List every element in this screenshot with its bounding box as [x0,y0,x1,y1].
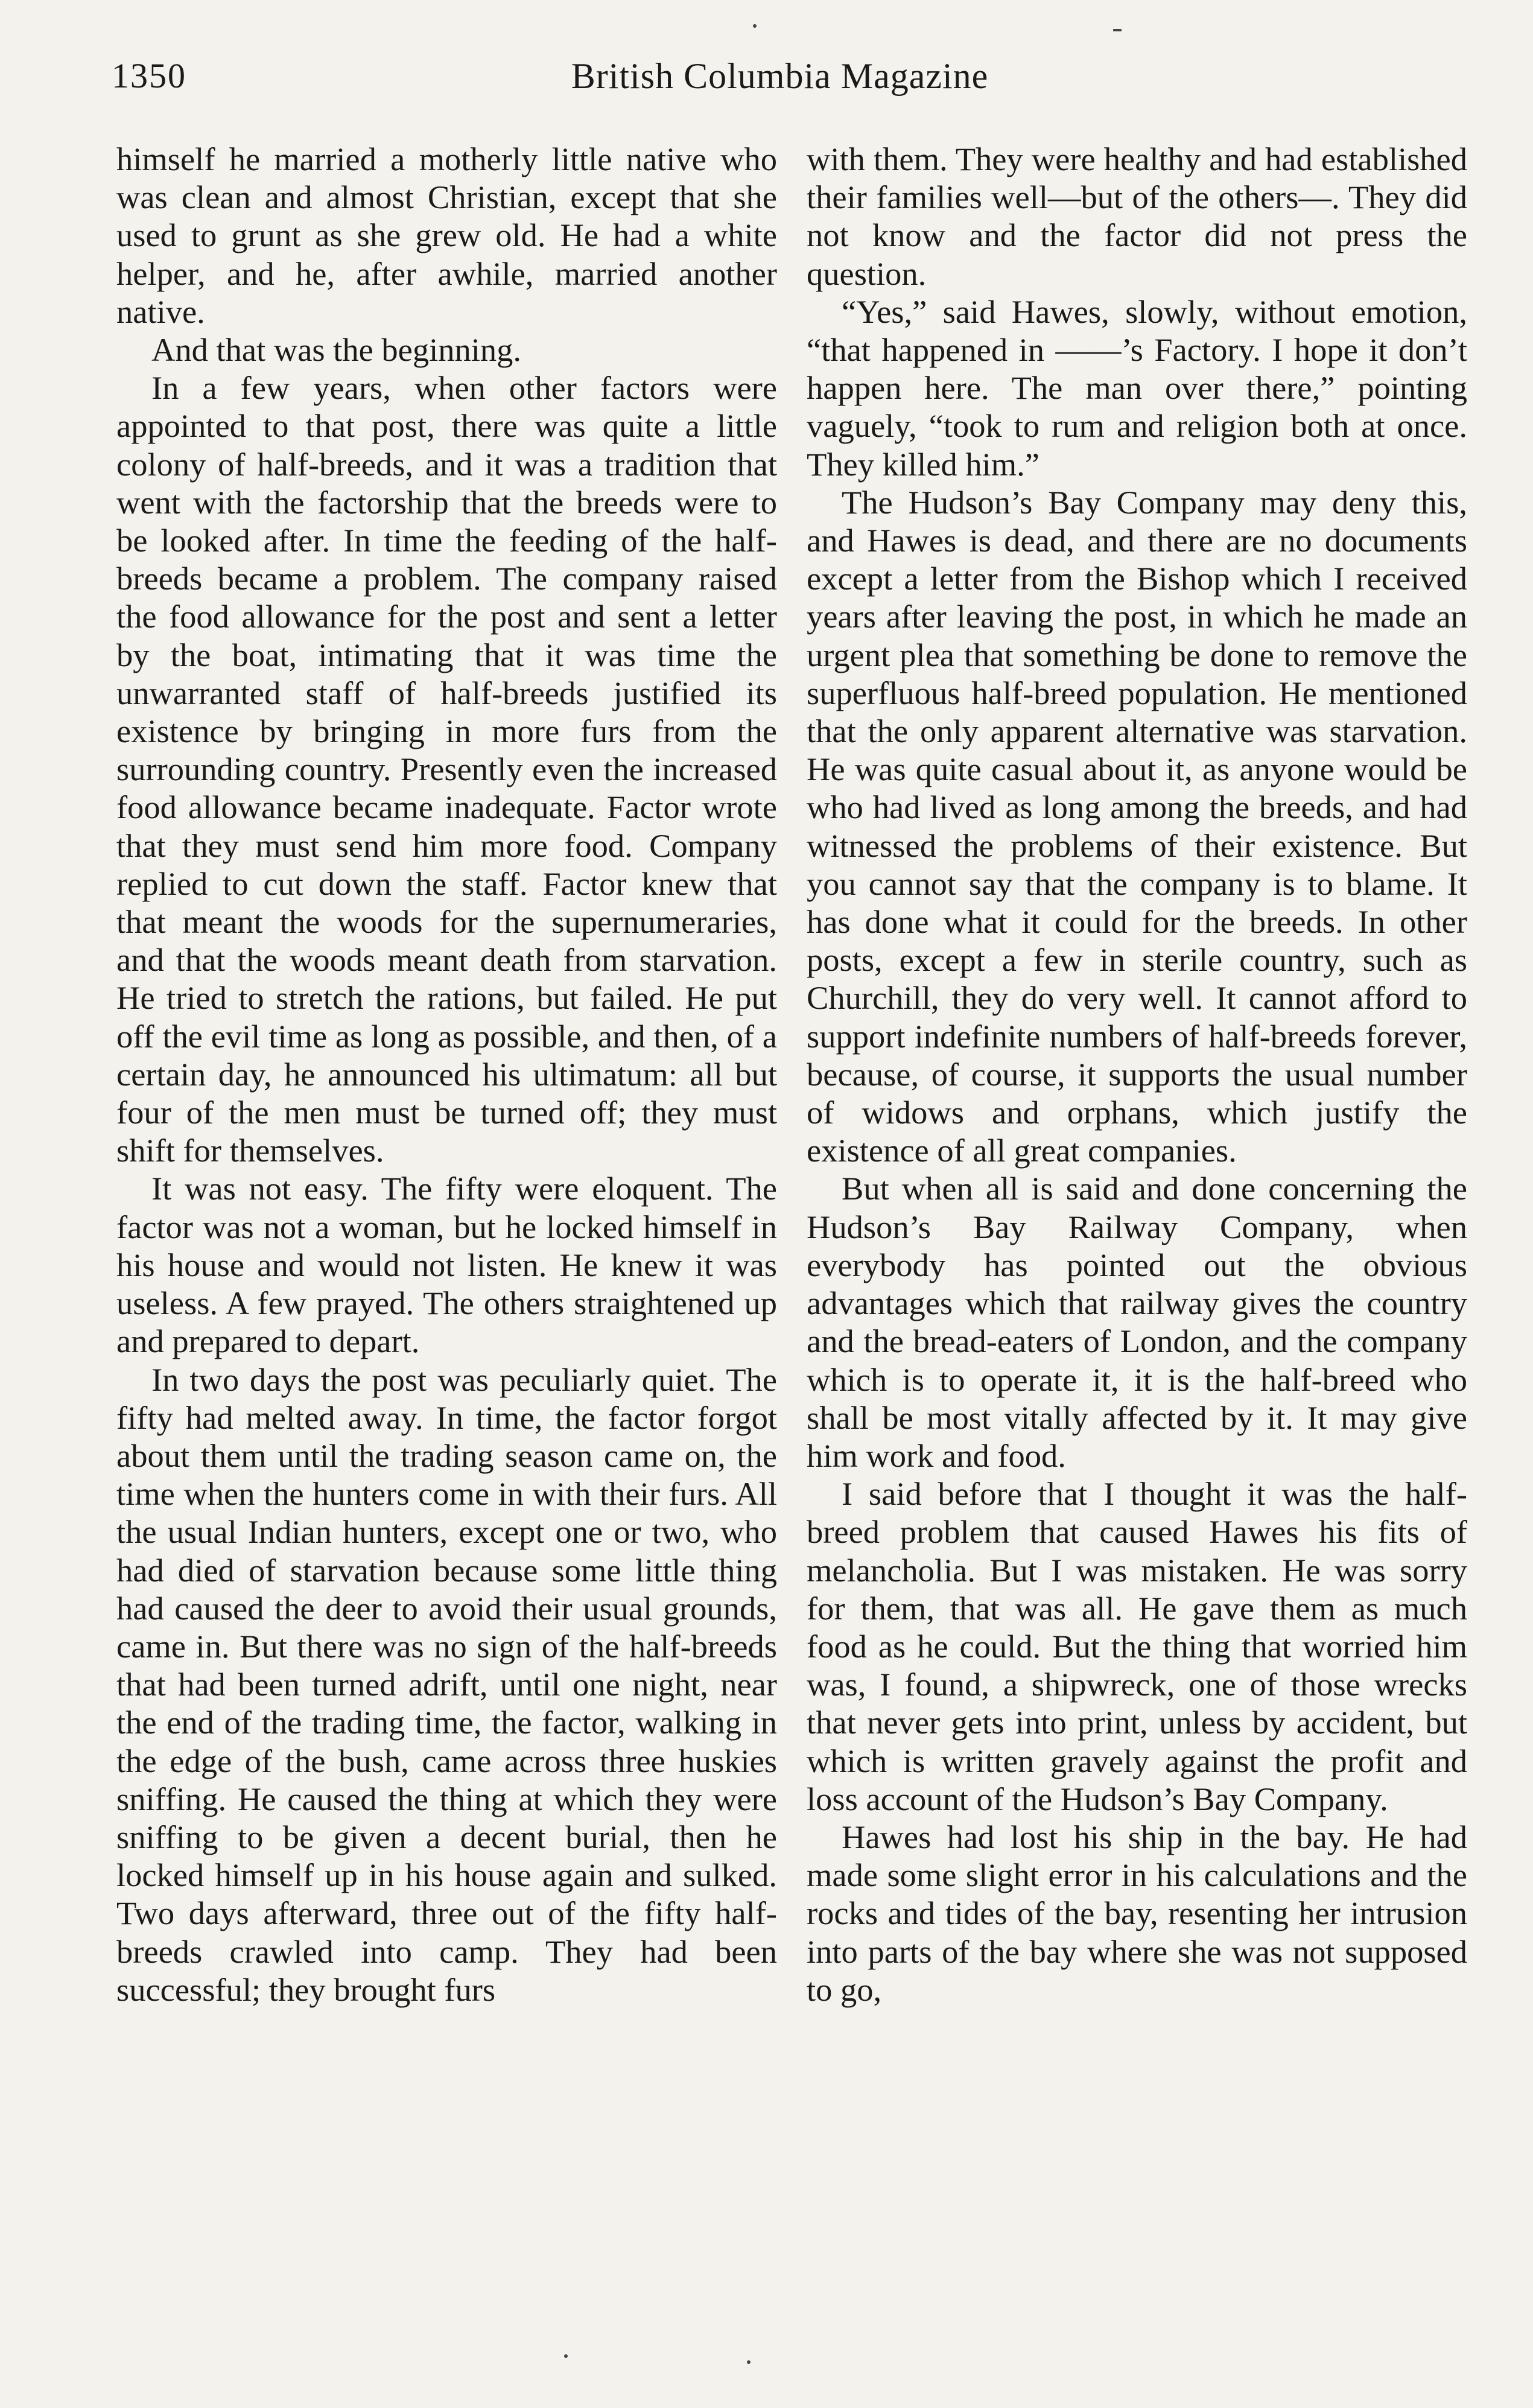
paragraph: “Yes,” said Hawes, slowly, without emotion, “that happened in ——’s Factory. I hope it don’t happen here. The man over there,” pointing vaguely, “took to rum and religion both at once. They killed him.” [807,293,1467,483]
paragraph: In two days the post was peculiarly quiet. The fifty had melted away. In time, the factor forgot about them until the trading season came on, the time when the hunters come in with their furs. All the usual Indian hunters, except one or two, who had died of starvation because some little thing had caused the deer to avoid their usual grounds, came in. But there was no sign of the half-breeds that had been turned adrift, until one night, near the end of the trading time, the factor, walking in the edge of the bush, came across three huskies sniffing. He caused the thing at which they were sniffing to be given a decent burial, then he locked himself up in his house again and sulked. Two days afterward, three out of the fifty half-breeds crawled into camp. They had been successful; they brought furs [116,1361,777,2008]
left-column [116,140,777,2009]
print-speck [1113,29,1122,31]
running-title: British Columbia Magazine [571,56,989,96]
print-speck [747,2360,751,2364]
print-speck [753,24,757,28]
print-speck [564,2354,568,2358]
paragraph: And that was the beginning. [151,331,522,369]
paragraph: with them. They were healthy and had established their families well—but of the others—. They did not know and the factor did not press the question. [807,141,1467,292]
paragraph: himself he married a motherly little native who was clean and almost Christian, except that she used to grunt as she grew old. He had a white helper, and he, after awhile, married another native. [116,141,777,330]
paragraph: I said before that I thought it was the half-breed problem that caused Hawes his fits of melancholia. But I was mistaken. He was sorry for them, that was all. He gave them as much food as he could. But the thing that worried him was, I found, a shipwreck, one of those wrecks that never gets into print, unless by accident, but which is written gravely against the profit and loss account of the Hudson’s Bay Company. [807,1475,1467,1817]
page-number: 1350 [112,56,186,95]
paragraph: But when all is said and done concerning the Hudson’s Bay Railway Company, when everybody has pointed out the obvious advantages which that railway gives the country and the bread-eaters of London, and the company which is to operate it, it is the half-breed who shall be most vitally affected by it. It may give him work and food. [807,1170,1467,1474]
paragraph: It was not easy. The fifty were eloquent. The factor was not a woman, but he locked himself in his house and would not listen. He knew it was useless. A few prayed. The others straightened up and prepared to depart. [116,1170,777,1360]
page-header [112,56,1448,104]
paragraph: Hawes had lost his ship in the bay. He had made some slight error in his calculations and the rocks and tides of the bay, resenting her intrusion into parts of the bay where she was not supposed to go, [807,1818,1467,2008]
paragraph: In a few years, when other factors were appointed to that post, there was quite a little colony of half-breeds, and it was a tradition that went with the factorship that the breeds were to be looked after. In time the feeding of the half-breeds became a problem. The company raised the food allowance for the post and sent a letter by the boat, intimating that it was time the unwarranted staff of half-breeds justified its existence by bringing in more furs from the surrounding country. Presently even the increased food allowance became inadequate. Factor wrote that they must send him more food. Company replied to cut down the staff. Factor knew that that meant the woods for the supernumeraries, and that the woods meant death from starvation. He tried to stretch the rations, but failed. He put off the evil time as long as possible, and then, of a certain day, he announced his ultimatum: all but four of the men must be turned off; they must shift for themselves. [116,369,777,1169]
right-column [807,140,1467,2009]
paragraph: The Hudson’s Bay Company may deny this, and Hawes is dead, and there are no documents except a letter from the Bishop which I received years after leaving the post, in which he made an urgent plea that something be done to remove the superfluous half-breed population. He mentioned that the only apparent alternative was starvation. He was quite casual about it, as anyone would be who had lived as long among the breeds, and had witnessed the problems of their existence. But you cannot say that the company is to blame. It has done what it could for the breeds. In other posts, except a few in sterile country, such as Churchill, they do very well. It cannot afford to support indefinite numbers of half-breeds forever, because, of course, it supports the usual number of widows and orphans, which justify the existence of all great companies. [807,483,1467,1169]
